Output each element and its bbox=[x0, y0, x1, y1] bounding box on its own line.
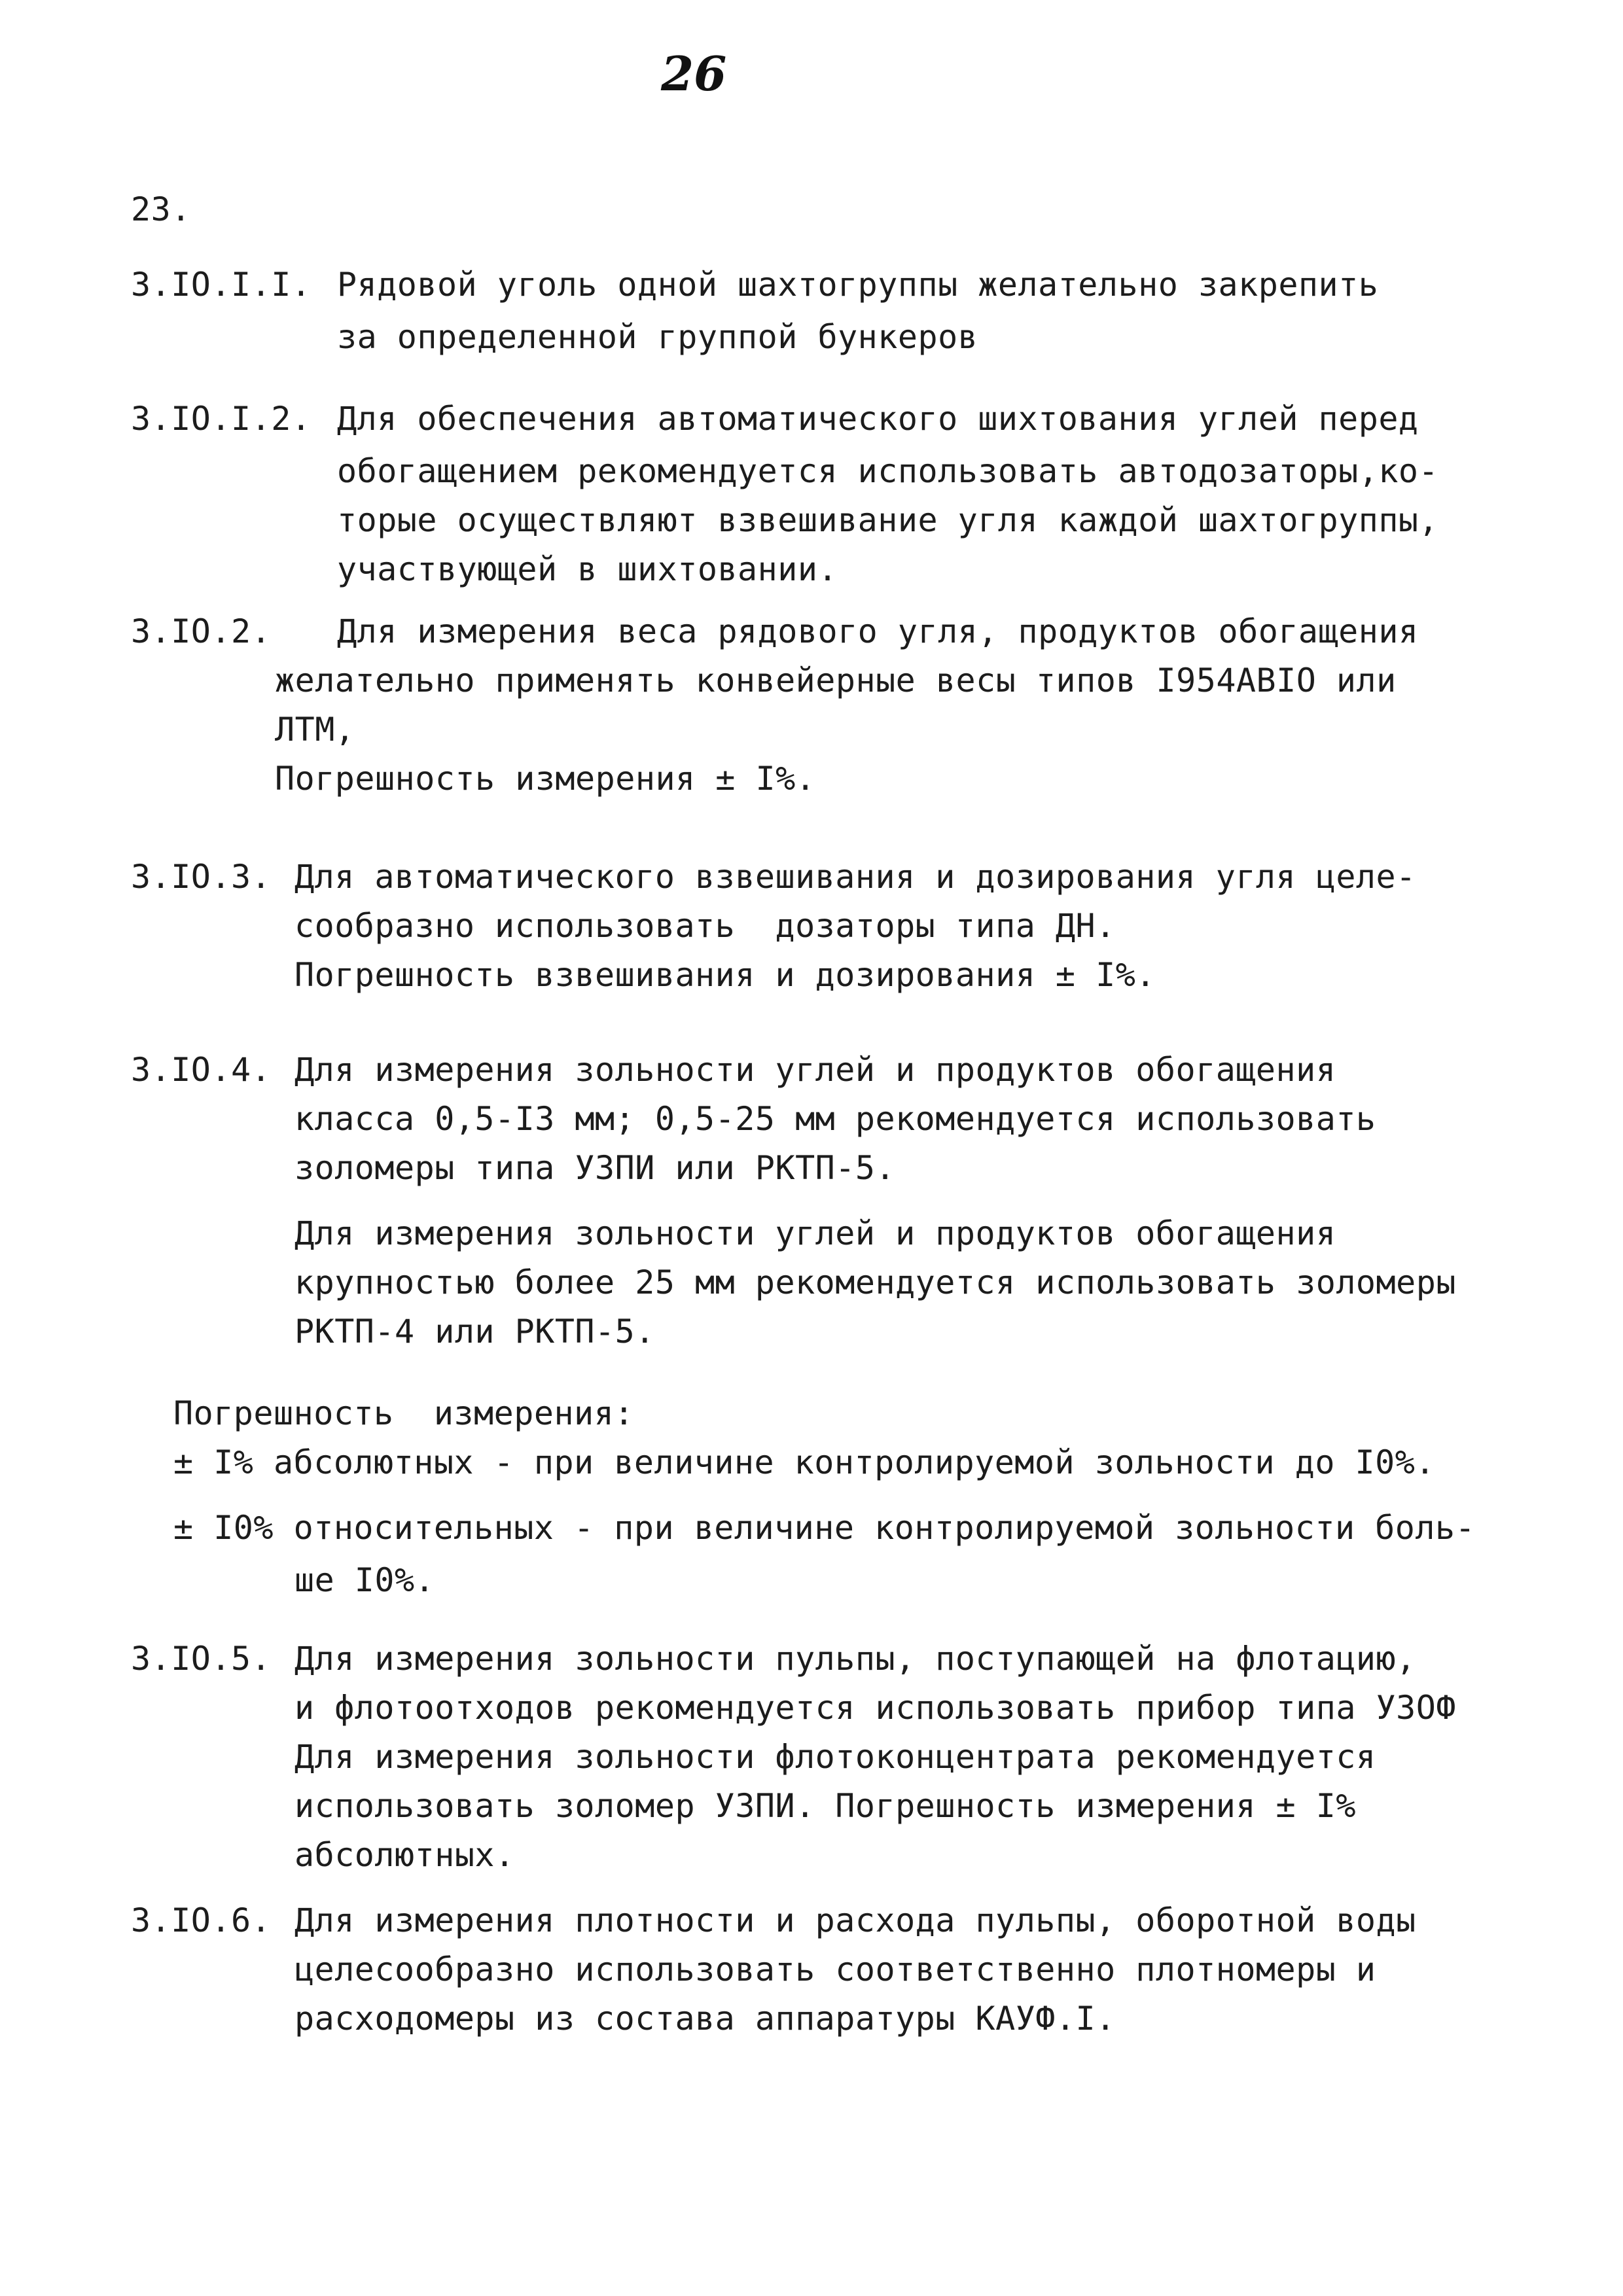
accuracy-item: ± I0% относительных - при величине контролируемой зольности боль- bbox=[173, 1509, 1476, 1547]
section-3-10-1-2-line: Для обеспечения автоматического шихтования углей перед bbox=[337, 400, 1419, 438]
section-3-10-3-line: сообразно использовать дозаторы типа ДН. bbox=[294, 907, 1116, 945]
section-3-10-1-1-line: за определенной группой бункеров bbox=[337, 318, 978, 356]
section-3-10-3-line: Погрешность взвешивания и дозирования ± I%. bbox=[294, 956, 1156, 994]
section-number-3-10-1-2: 3.IO.I.2. bbox=[131, 400, 312, 438]
section-3-10-2-line: желательно применять конвейерные весы типов I954ABIO или bbox=[275, 662, 1397, 699]
section-3-10-5-line: и флотоотходов рекомендуется использовать прибор типа УЗОФ bbox=[294, 1689, 1456, 1727]
section-3-10-4-para2-line: РКТП-4 или РКТП-5. bbox=[294, 1313, 655, 1351]
accuracy-item: ше I0%. bbox=[294, 1561, 435, 1599]
section-3-10-1-2-line: обогащением рекомендуется использовать автодозаторы,ко- bbox=[337, 452, 1439, 490]
section-3-10-2-line: Погрешность измерения ± I%. bbox=[275, 760, 816, 798]
section-3-10-4-line: Для измерения зольности углей и продуктов обогащения bbox=[294, 1051, 1336, 1089]
section-3-10-1-2-line: торые осуществляют взвешивание угля каждой шахтогруппы, bbox=[337, 501, 1439, 539]
section-3-10-4-line: класса 0,5-I3 мм; 0,5-25 мм рекомендуется использовать bbox=[294, 1100, 1376, 1138]
section-3-10-5-line: абсолютных. bbox=[294, 1836, 515, 1874]
section-number-3-10-5: 3.IO.5. bbox=[131, 1640, 272, 1678]
section-number-3-10-6: 3.IO.6. bbox=[131, 1901, 272, 1939]
section-3-10-3-line: Для автоматического взвешивания и дозирования угля целе- bbox=[294, 858, 1416, 896]
accuracy-item: ± I% абсолютных - при величине контролируемой зольности до I0%. bbox=[173, 1443, 1435, 1481]
accuracy-heading: Погрешность измерения: bbox=[173, 1394, 634, 1432]
section-3-10-6-line: Для измерения плотности и расхода пульпы, оборотной воды bbox=[294, 1901, 1416, 1939]
section-3-10-6-line: расходомеры из состава аппаратуры КАУФ.I. bbox=[294, 2000, 1116, 2038]
section-3-10-5-line: использовать золомер УЗПИ. Погрешность измерения ± I% bbox=[294, 1787, 1356, 1825]
section-3-10-6-line: целесообразно использовать соответственно плотномеры и bbox=[294, 1951, 1376, 1988]
section-3-10-4-para2-line: Для измерения зольности углей и продуктов обогащения bbox=[294, 1214, 1336, 1252]
handwritten-page-number: 26 bbox=[661, 46, 727, 101]
section-number-3-10-3: 3.IO.3. bbox=[131, 858, 272, 896]
section-3-10-4-para2-line: крупностью более 25 мм рекомендуется использовать золомеры bbox=[294, 1263, 1456, 1301]
printed-page-number: 23. bbox=[131, 190, 191, 228]
section-3-10-4-line: золомеры типа УЗПИ или РКТП-5. bbox=[294, 1149, 896, 1187]
section-number-3-10-4: 3.IO.4. bbox=[131, 1051, 272, 1089]
section-3-10-1-1-line: Рядовой уголь одной шахтогруппы желательно закрепить bbox=[337, 266, 1379, 304]
section-3-10-2-line: Для измерения веса рядового угля, продуктов обогащения bbox=[337, 612, 1419, 650]
section-3-10-2-line: ЛТМ, bbox=[275, 711, 355, 749]
section-number-3-10-1-1: 3.IO.I.I. bbox=[131, 266, 312, 304]
section-3-10-5-line: Для измерения зольности пульпы, поступающей на флотацию, bbox=[294, 1640, 1416, 1678]
section-number-3-10-2: 3.IO.2. bbox=[131, 612, 272, 650]
section-3-10-5-line: Для измерения зольности флотоконцентрата рекомендуется bbox=[294, 1738, 1376, 1776]
section-3-10-1-2-line: участвующей в шихтовании. bbox=[337, 550, 838, 588]
